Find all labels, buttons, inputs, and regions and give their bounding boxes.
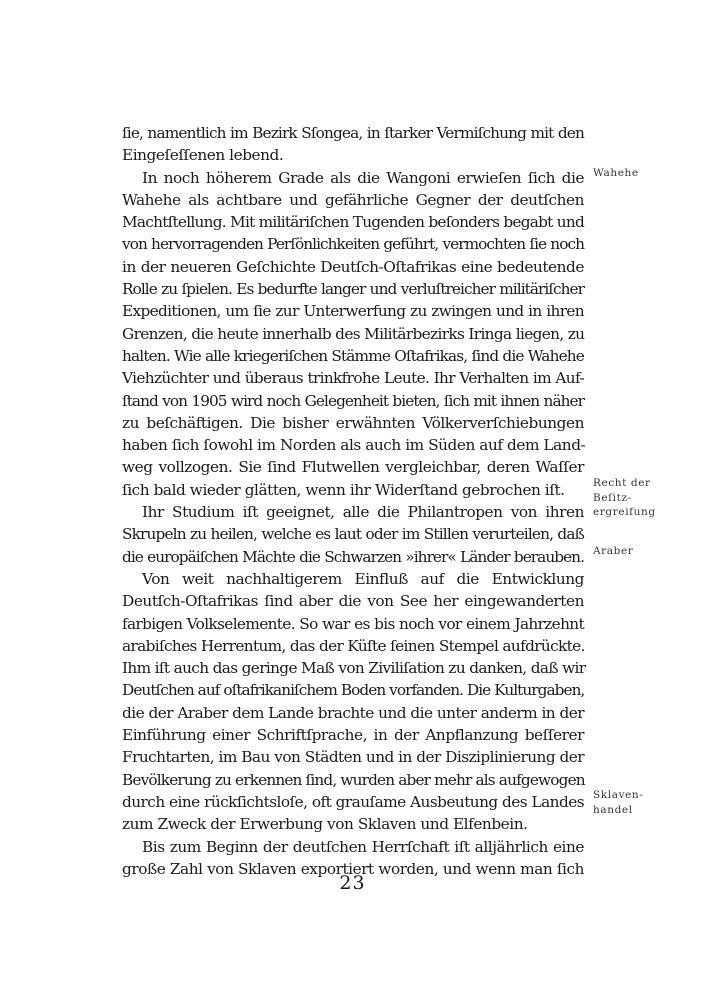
text-line: In noch höherem Grade als die Wangoni erwieſen ſich die [142,168,584,187]
margin-note-wahehe [593,166,639,181]
text-line: Deutſchen auf oſtafrikaniſchem Boden vorfanden. Die Kulturgaben, [122,681,585,700]
text-line: halten. Wie alle kriegeriſchen Stämme Oſtafrikas, ſind die Wahehe [122,346,584,365]
text-line: arabiſches Herrentum, das der Küſte ſeinen Stempel aufdrückte. [122,636,585,655]
text-line: Ihr Studium iſt geeignet, alle die Philantropen von ihren [142,503,584,522]
margin-note-besitzergreifung [593,476,656,520]
text-line: die der Araber dem Lande brachte und die unter anderm in der [122,703,584,722]
text-line: Machtſtellung. Mit militäriſchen Tugenden beſonders begabt und [122,213,584,232]
text-line: durch eine rückſichtsloſe, oft grauſame Ausbeutung des Landes [122,792,584,811]
margin-note-line: Sklaven- [593,789,644,801]
margin-note-line: ergreifung [593,506,656,518]
margin-note-line: Wahehe [593,167,639,179]
text-line: ſtand von 1905 wird noch Gelegenheit bieten, ſich mit ihnen näher [122,391,584,410]
text-line: die europäiſchen Mächte die Schwarzen »ihrer« Länder berauben. [122,547,584,566]
text-line: Eingeſeſſenen lebend. [122,146,284,165]
text-line: Wahehe als achtbare und gefährliche Gegner der deutſchen [122,190,584,209]
text-line: ſie, namentlich im Bezirk Sſongea, in ſtarker Vermiſchung mit den [122,124,584,142]
margin-note-araber [593,544,633,559]
margin-note-line: Araber [593,545,634,557]
text-line: haben ſich ſowohl im Norden als auch im Süden auf dem Land- [122,436,586,455]
text-line: weg vollzogen. Sie ſind Flutwellen vergleichbar, deren Waſſer [122,458,584,477]
text-line: große Zahl von Sklaven exportiert worden, und wenn man ſich [122,859,584,878]
text-line: Expeditionen, um ſie zur Unterwerfung zu zwingen und in ihren [122,302,584,321]
text-line: Grenzen, die heute innerhalb des Militärbezirks Iringa liegen, zu [122,324,585,343]
text-line: Von weit nachhaltigerem Einfluß auf die Entwicklung [142,569,584,588]
body-text [122,122,584,880]
margin-note-line: Recht der [593,477,651,489]
margin-note-sklavenhandel [593,788,643,817]
text-line: von hervorragenden Perſönlichkeiten geführt, vermochten ſie noch [122,235,584,254]
text-line: zu beſchäftigen. Die bisher erwähnten Völkerverſchiebungen [122,413,584,432]
text-line: Skrupeln zu heilen, welche es laut oder im Stillen verurteilen, daß [122,525,584,544]
text-line: Bis zum Beginn der deutſchen Herrſchaft iſt alljährlich eine [142,837,584,856]
margin-note-line: handel [593,803,633,816]
text-line: Rolle zu ſpielen. Es bedurfte langer und verluſtreicher militäriſcher [122,280,584,299]
text-line: Ihm iſt auch das geringe Maß von Ziviliſation zu danken, daß wir [122,659,586,678]
text-line: Deutſch-Oſtafrikas ſind aber die von See her eingewanderten [122,592,584,611]
text-line: Bevölkerung zu erkennen ſind, wurden aber mehr als aufgewogen [122,770,585,789]
text-line: Fruchtarten, im Bau von Städten und in der Disziplinierung der [122,748,584,767]
page-number: 23 [339,872,366,894]
text-line: zum Zweck der Erwerbung von Sklaven und Elfenbein. [122,815,528,834]
margin-note-line: Beſitz- [593,491,632,504]
text-line: Viehzüchter und überaus trinkfrohe Leute. Ihr Verhalten im Auf- [122,369,584,388]
text-line: Einführung einer Schriftſprache, in der Anpflanzung beſſerer [122,726,584,745]
text-line: ſich bald wieder glätten, wenn ihr Widerſtand gebrochen iſt. [122,480,565,499]
text-line: in der neueren Geſchichte Deutſch-Oſtafrikas eine bedeutende [122,257,584,276]
text-line: farbigen Volkselemente. So war es bis noch vor einem Jahrzehnt [122,614,584,633]
